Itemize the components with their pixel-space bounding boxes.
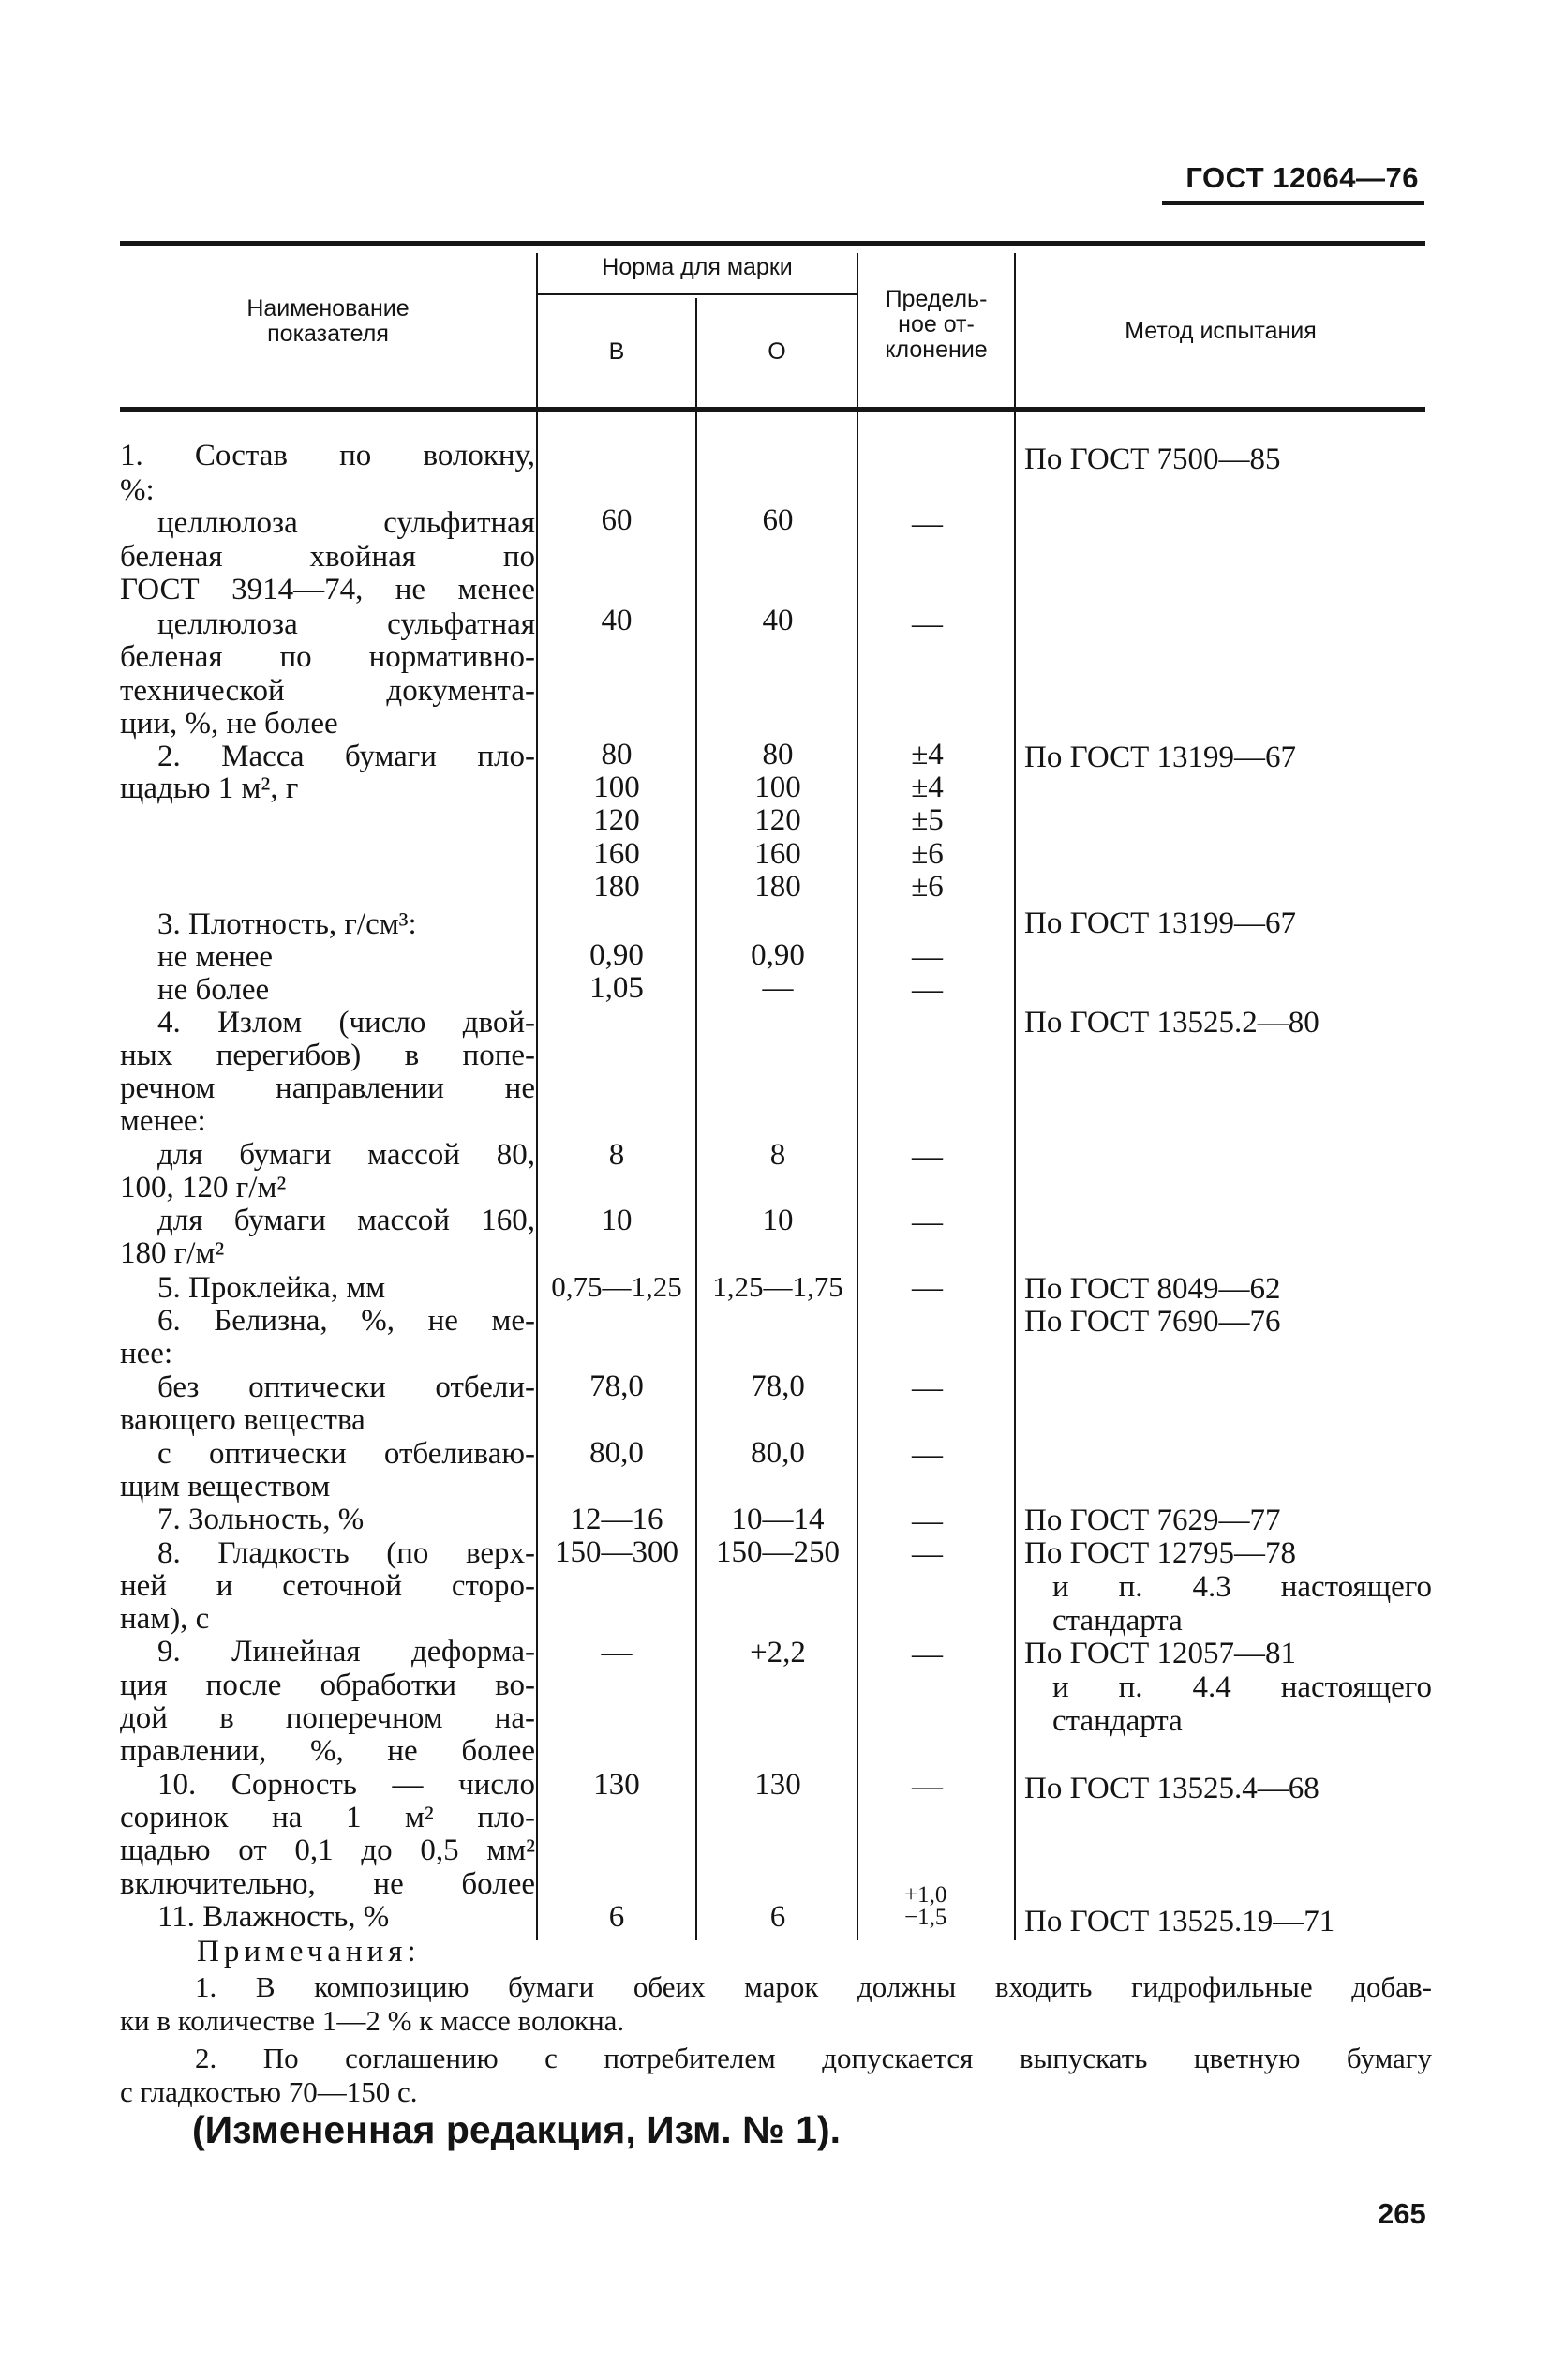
value-mark-o: 6	[769, 1900, 786, 1934]
indicator-line: менее:	[120, 1104, 206, 1138]
value-mark-v: 180	[593, 870, 640, 904]
value-mark-v: 160	[593, 837, 640, 871]
indicator-line: с оптически отбеливаю-	[157, 1437, 535, 1471]
amendment-note: (Измененная редакция, Изм. № 1).	[192, 2108, 842, 2151]
value-mark-v: 78,0	[589, 1370, 644, 1403]
value-mark-v: 130	[593, 1768, 640, 1802]
method-line: По ГОСТ 13525.2—80	[1024, 1006, 1319, 1040]
method-line: По ГОСТ 13199—67	[1024, 906, 1296, 940]
indicator-line: речном направлении не	[120, 1071, 535, 1105]
indicator-line: не более	[157, 973, 270, 1007]
value-mark-o: 120	[754, 803, 801, 837]
value-mark-o: 1,25—1,75	[712, 1270, 843, 1303]
indicator-line: щим веществом	[120, 1470, 331, 1504]
indicator-line: 8. Гладкость (по верх-	[157, 1536, 535, 1570]
deviation-value: —	[912, 1205, 943, 1239]
deviation-value: ±6	[911, 837, 944, 871]
value-mark-o: 0,90	[751, 938, 805, 972]
deviation-value: —	[912, 1770, 943, 1804]
method-line: По ГОСТ 7629—77	[1024, 1504, 1281, 1537]
value-mark-o: 60	[762, 503, 794, 537]
value-mark-v: 150—300	[555, 1535, 678, 1569]
deviation-value: —	[912, 1638, 943, 1671]
indicator-line: вающего вещества	[120, 1403, 365, 1437]
standard-number: ГОСТ 12064—76	[1185, 161, 1419, 194]
deviation-value: —	[912, 1371, 943, 1405]
value-mark-o: 80	[762, 738, 794, 771]
note-line: 2. По соглашению с потребителем допускается выпускать цветную бумагу	[195, 2042, 1432, 2074]
value-mark-v: 80	[601, 738, 633, 771]
indicator-line: щадью 1 м², г	[120, 771, 299, 805]
value-mark-v: 6	[608, 1900, 625, 1934]
note-line: с гладкостью 70—150 с.	[120, 2075, 418, 2108]
value-mark-v: 1,05	[589, 971, 644, 1005]
method-line: По ГОСТ 13525.19—71	[1024, 1905, 1335, 1938]
indicator-line: 10. Сорность — число	[157, 1768, 535, 1802]
method-line: стандарта	[1052, 1704, 1183, 1738]
method-line: По ГОСТ 13199—67	[1024, 741, 1296, 774]
value-mark-o: 10	[762, 1204, 794, 1237]
value-mark-o: 130	[754, 1768, 801, 1802]
indicator-line: щадью от 0,1 до 0,5 мм²	[120, 1834, 535, 1867]
notes-title: Примечания:	[197, 1935, 421, 1968]
header-deviation: Предель- ное от- клонение	[885, 286, 988, 363]
indicator-line: правлении, %, не более	[120, 1734, 535, 1768]
indicator-line: 100, 120 г/м²	[120, 1171, 287, 1205]
indicator-line: ней и сеточной сторо-	[120, 1569, 535, 1603]
indicator-line: нам), с	[120, 1602, 210, 1636]
value-mark-o: 78,0	[751, 1370, 805, 1403]
indicator-line: 6. Белизна, %, не ме-	[157, 1304, 535, 1338]
note-line: ки в количестве 1—2 % к массе волокна.	[120, 2004, 625, 2037]
indicator-line: 7. Зольность, %	[157, 1503, 365, 1536]
column-divider	[1014, 253, 1016, 1940]
header-underline	[1162, 201, 1424, 205]
method-line: и п. 4.3 настоящего	[1052, 1570, 1432, 1604]
indicator-line: ных перегибов) в попе-	[120, 1039, 535, 1072]
indicator-line: 2. Масса бумаги пло-	[157, 740, 535, 773]
value-mark-v: 10	[601, 1204, 633, 1237]
header-method: Метод испытания	[1125, 318, 1317, 344]
value-mark-v: 12—16	[570, 1503, 663, 1536]
header-mark-v: В	[608, 338, 625, 365]
value-mark-v: 0,90	[589, 938, 644, 972]
value-mark-o: 10—14	[731, 1503, 825, 1536]
page-number: 265	[1378, 2197, 1426, 2230]
indicator-line: целлюлоза сульфитная	[157, 506, 535, 540]
value-mark-v: 40	[601, 604, 633, 637]
value-mark-o: 40	[762, 604, 794, 637]
value-mark-v: 100	[593, 771, 640, 804]
deviation-value: —	[912, 1271, 943, 1305]
value-mark-v: 60	[601, 503, 633, 537]
value-mark-v: —	[601, 1636, 633, 1669]
indicator-line: %:	[120, 473, 155, 507]
method-line: По ГОСТ 12057—81	[1024, 1637, 1296, 1670]
method-line: По ГОСТ 13525.4—68	[1024, 1772, 1319, 1805]
method-line: По ГОСТ 7690—76	[1024, 1305, 1281, 1339]
indicator-line: 3. Плотность, г/см³:	[157, 907, 417, 941]
column-divider	[695, 298, 697, 1940]
indicator-line: 180 г/м²	[120, 1236, 225, 1270]
value-mark-v: 0,75—1,25	[551, 1270, 682, 1303]
value-mark-o: +2,2	[750, 1636, 806, 1669]
indicator-line: для бумаги массой 80,	[157, 1138, 535, 1172]
method-line: По ГОСТ 7500—85	[1024, 442, 1281, 476]
header-norm: Норма для марки	[602, 254, 793, 280]
indicator-line: беленая по нормативно-	[120, 640, 535, 674]
value-mark-o: 100	[754, 771, 801, 804]
indicator-line: целлюлоза сульфатная	[157, 607, 535, 641]
deviation-value: —	[912, 1504, 943, 1538]
indicator-line: 5. Проклейка, мм	[157, 1271, 386, 1305]
deviation-value: —	[912, 1438, 943, 1472]
deviation-value: ±5	[911, 803, 944, 837]
deviation-value: —	[912, 607, 943, 641]
indicator-line: нее:	[120, 1337, 173, 1370]
indicator-line: ция после обработки во-	[120, 1669, 535, 1702]
method-line: По ГОСТ 12795—78	[1024, 1536, 1296, 1570]
column-divider	[536, 253, 538, 1940]
indicator-line: соринок на 1 м² пло-	[120, 1801, 535, 1834]
moisture-tolerance: +1,0 −1,5	[904, 1882, 947, 1930]
norm-header-rule	[538, 293, 857, 295]
value-mark-o: 160	[754, 837, 801, 871]
indicator-line: для бумаги массой 160,	[157, 1204, 535, 1237]
note-line: 1. В композицию бумаги обеих марок должны входить гидрофильные добав-	[195, 1970, 1432, 2003]
deviation-value: ±6	[911, 870, 944, 904]
indicator-line: 1. Состав по волокну,	[120, 439, 535, 472]
value-mark-o: —	[762, 971, 794, 1005]
deviation-value: ±4	[911, 738, 944, 771]
indicator-line: беленая хвойная по	[120, 540, 535, 574]
indicator-line: ции, %, не более	[120, 707, 338, 741]
value-mark-o: 180	[754, 870, 801, 904]
indicator-line: 4. Излом (число двой-	[157, 1006, 535, 1040]
deviation-value: —	[912, 1537, 943, 1571]
header-mark-o: О	[768, 338, 786, 365]
table-top-rule	[120, 241, 1425, 246]
table-header-bottom-rule	[120, 407, 1425, 412]
indicator-line: ГОСТ 3914—74, не менее	[120, 573, 535, 606]
indicator-line: технической документа-	[120, 674, 535, 708]
method-line: стандарта	[1052, 1604, 1183, 1638]
indicator-line: включительно, не более	[120, 1867, 535, 1901]
value-mark-v: 8	[608, 1138, 625, 1172]
value-mark-o: 8	[769, 1138, 786, 1172]
method-line: По ГОСТ 8049—62	[1024, 1272, 1281, 1306]
value-mark-o: 80,0	[751, 1436, 805, 1470]
deviation-value: —	[912, 973, 943, 1007]
value-mark-o: 150—250	[716, 1535, 840, 1569]
indicator-line: 9. Линейная деформа-	[157, 1635, 535, 1669]
method-line: и п. 4.4 настоящего	[1052, 1670, 1432, 1704]
value-mark-v: 120	[593, 803, 640, 837]
deviation-value: —	[912, 507, 943, 541]
value-mark-v: 80,0	[589, 1436, 644, 1470]
header-indicator-name: Наименование показателя	[246, 295, 410, 347]
deviation-value: —	[912, 940, 943, 974]
deviation-value: —	[912, 1140, 943, 1174]
indicator-line: без оптически отбели-	[157, 1370, 535, 1404]
indicator-line: 11. Влажность, %	[157, 1900, 390, 1934]
indicator-line: не менее	[157, 940, 274, 974]
deviation-value: ±4	[911, 771, 944, 804]
indicator-line: дой в поперечном на-	[120, 1701, 535, 1735]
